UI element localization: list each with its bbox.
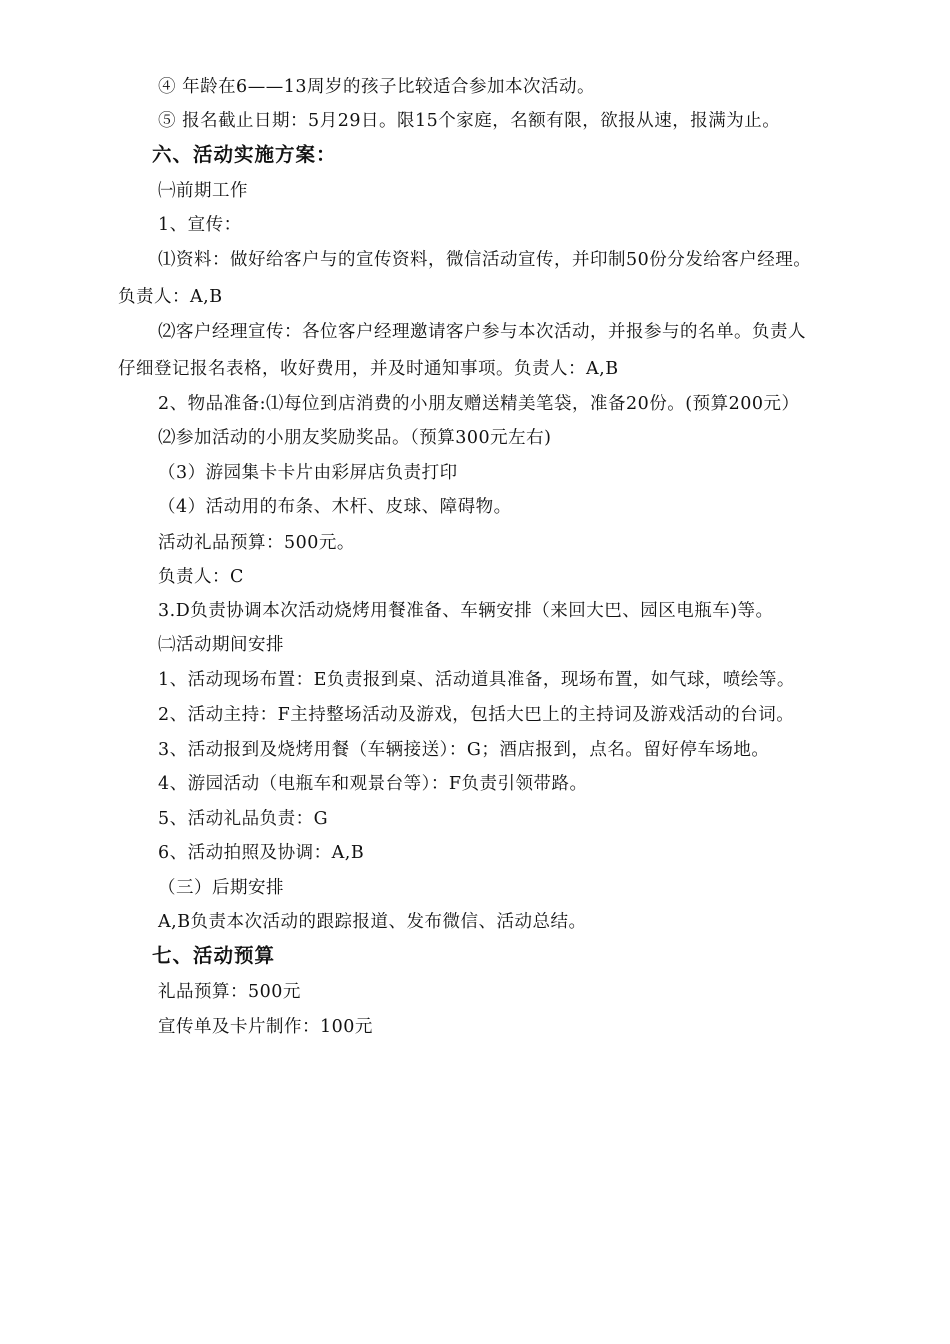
paragraph-gift-owner: 负责人：C: [158, 567, 244, 587]
paragraph-check-in: 3、活动报到及烧烤用餐（车辆接送）：G；酒店报到，点名。留好停车场地。: [158, 740, 770, 760]
paragraph-manager-publicity: ⑵客户经理宣传：各位客户经理邀请客户参与本次活动，并报参与的名单。负责人: [158, 322, 806, 342]
paragraph-photography: 6、活动拍照及协调：A,B: [158, 843, 365, 863]
paragraph-catering-transport: 3.D负责协调本次活动烧烤用餐准备、车辆安排（来回大巴、园区电瓶车)等。: [158, 601, 774, 621]
paragraph-cards: （3）游园集卡卡片由彩屏店负责打印: [158, 463, 458, 483]
section-heading-budget: 七、活动预算: [152, 944, 276, 967]
paragraph-park-tour: 4、游园活动（电瓶车和观景台等）：F负责引领带路。: [158, 774, 588, 794]
paragraph-host: 2、活动主持：F主持整场活动及游戏，包括大巴上的主持词及游戏活动的台词。: [158, 705, 795, 725]
paragraph-printing-budget: 宣传单及卡片制作：100元: [158, 1017, 373, 1037]
paragraph-materials-owner: 负责人：A,B: [118, 287, 223, 307]
paragraph-gift-budget: 活动礼品预算：500元。: [158, 533, 355, 553]
subheading-follow-up: （三）后期安排: [158, 878, 284, 898]
paragraph-prizes: ⑵参加活动的小朋友奖励奖品。（预算300元左右): [158, 428, 552, 448]
paragraph-gift-responsibility: 5、活动礼品负责：G: [158, 809, 329, 829]
paragraph-materials: ⑴资料：做好给客户与的宣传资料，微信活动宣传，并印制50份分发给客户经理。: [158, 250, 812, 270]
paragraph-follow-up: A,B负责本次活动的跟踪报道、发布微信、活动总结。: [158, 912, 587, 932]
paragraph-registration-form: 仔细登记报名表格，收好费用，并及时通知事项。负责人：A,B: [118, 359, 619, 379]
paragraph-registration-deadline: ⑤ 报名截止日期：5月29日。限15个家庭，名额有限，欲报从速，报满为止。: [158, 111, 781, 131]
subheading-preparation: ㈠前期工作: [158, 181, 248, 201]
paragraph-venue-setup: 1、活动现场布置：E负责报到桌、活动道具准备，现场布置，如气球，喷绘等。: [158, 670, 795, 690]
paragraph-activity-supplies: （4）活动用的布条、木杆、皮球、障碍物。: [158, 497, 512, 517]
paragraph-age-requirement: ④ 年龄在6——13周岁的孩子比较适合参加本次活动。: [158, 77, 595, 97]
subheading-during-event: ㈡活动期间安排: [158, 635, 284, 655]
section-heading-implementation: 六、活动实施方案：: [152, 143, 337, 166]
paragraph-item-preparation: 2、物品准备:⑴每位到店消费的小朋友赠送精美笔袋，准备20份。(预算200元）: [158, 394, 800, 414]
paragraph-publicity: 1、宣传：: [158, 215, 242, 235]
paragraph-gift-budget-total: 礼品预算：500元: [158, 982, 301, 1002]
